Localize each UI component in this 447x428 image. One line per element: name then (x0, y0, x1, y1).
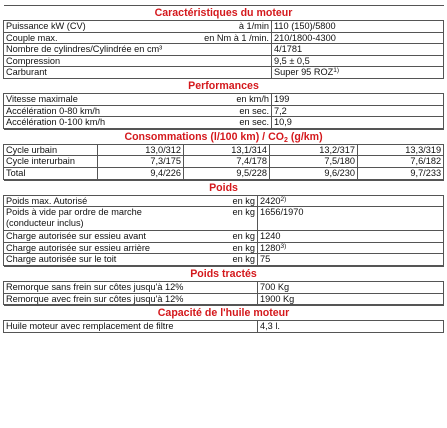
row-label: Poids max. Autorisé (4, 195, 194, 207)
table-row (4, 21, 444, 33)
row-unit (194, 67, 272, 79)
table-row (4, 156, 444, 168)
footnote-mark: 1) (333, 67, 340, 75)
row-label: Charge autorisée sur essieu avant (4, 231, 194, 243)
row-label: Accélération 0-80 km/h (4, 105, 194, 117)
table-row (4, 167, 444, 179)
row-label: Poids à vide par ordre de marche (conducteur inclus) (4, 207, 194, 231)
row-value-cell (258, 242, 444, 254)
row-unit: en sec. (194, 117, 272, 129)
title-subscript: 2 (283, 136, 288, 144)
row-unit: en km/h (194, 93, 272, 105)
table-row (4, 93, 444, 105)
row-unit: en kg (194, 254, 258, 266)
row-value: 75 (258, 254, 444, 266)
table-row (4, 254, 444, 266)
row-value: 4/1781 (272, 44, 444, 56)
consumption-table (3, 129, 444, 180)
engine-table (3, 5, 444, 129)
row-label: Vitesse maximale (4, 93, 194, 105)
row-label: Charge autorisée sur essieu arrière (4, 242, 194, 254)
row-value: 13,3/319 (358, 144, 444, 156)
row-value: 9,7/233 (358, 167, 444, 179)
table-row (4, 231, 444, 243)
row-value: 9,5/228 (184, 167, 270, 179)
table-row (4, 67, 444, 79)
engine-section-title: Caractéristiques du moteur (4, 6, 444, 21)
table-row (4, 117, 444, 129)
row-label: Remorque avec frein sur côtes jusqu'à 12% (4, 293, 258, 305)
row-label: Cycle urbain (4, 144, 98, 156)
row-value: Super 95 ROZ (274, 67, 334, 78)
row-unit (194, 55, 272, 67)
title-part: Consommations (l/100 km) / CO (124, 130, 284, 143)
table-row (4, 281, 444, 293)
row-label: Charge autorisée sur le toit (4, 254, 194, 266)
row-label: Nombre de cylindres/Cylindrée en cm³ (4, 44, 194, 56)
row-unit: en kg (194, 195, 258, 207)
table-row (4, 44, 444, 56)
row-value: 13,2/317 (270, 144, 358, 156)
row-value: 7,6/182 (358, 156, 444, 168)
towing-section-title: Poids tractés (4, 266, 444, 281)
footnote-mark: 3) (280, 242, 287, 250)
row-value: 7,2 (272, 105, 444, 117)
oil-table (3, 305, 444, 333)
row-label: Cycle interurbain (4, 156, 98, 168)
row-value: 1240 (258, 231, 444, 243)
row-value: 700 Kg (258, 281, 444, 293)
table-row (4, 55, 444, 67)
weight-section-title: Poids (4, 180, 444, 195)
weight-table (3, 180, 444, 266)
table-row (4, 321, 444, 333)
row-value: 1280 (260, 242, 281, 253)
row-label: Carburant (4, 67, 194, 79)
row-value-cell (272, 67, 444, 79)
consumption-section-title (4, 129, 444, 144)
spec-sheet (3, 5, 443, 333)
row-value: 210/1800-4300 (272, 32, 444, 44)
row-unit: en Nm à 1 /min. (194, 32, 272, 44)
row-label: Remorque sans frein sur côtes jusqu'à 12% (4, 281, 258, 293)
row-value: 9,5 ± 0,5 (272, 55, 444, 67)
row-label: Accélération 0-100 km/h (4, 117, 194, 129)
row-label: Couple max. (4, 32, 194, 44)
performance-section-title: Performances (4, 78, 444, 93)
row-value: 7,3/175 (98, 156, 184, 168)
table-row (4, 32, 444, 44)
row-value: 7,4/178 (184, 156, 270, 168)
row-unit: en kg (194, 231, 258, 243)
title-part: (g/km) (287, 130, 323, 143)
table-row (4, 195, 444, 207)
footnote-mark: 2) (280, 195, 287, 203)
row-unit: en sec. (194, 105, 272, 117)
oil-section-title: Capacité de l'huile moteur (4, 306, 444, 321)
row-value: 199 (272, 93, 444, 105)
table-row (4, 242, 444, 254)
row-value: 2420 (260, 195, 281, 206)
row-unit: en kg (194, 207, 258, 231)
row-value: 4,3 l. (258, 321, 444, 333)
row-value: 7,5/180 (270, 156, 358, 168)
row-value: 10,9 (272, 117, 444, 129)
table-row (4, 105, 444, 117)
row-value: 1900 Kg (258, 293, 444, 305)
row-value: 9,4/226 (98, 167, 184, 179)
row-value: 13,0/312 (98, 144, 184, 156)
row-unit (194, 44, 272, 56)
table-row (4, 144, 444, 156)
row-value: 1656/1970 (258, 207, 444, 231)
row-label: Huile moteur avec remplacement de filtre (4, 321, 258, 333)
row-value-cell (258, 195, 444, 207)
row-label: Compression (4, 55, 194, 67)
table-row (4, 293, 444, 305)
row-value: 13,1/314 (184, 144, 270, 156)
row-value: 110 (150)/5800 (272, 21, 444, 33)
table-row (4, 207, 444, 231)
towing-table (3, 266, 444, 305)
row-value: 9,6/230 (270, 167, 358, 179)
row-unit: à 1/min (194, 21, 272, 33)
row-unit: en kg (194, 242, 258, 254)
row-label: Total (4, 167, 98, 179)
row-label: Puissance kW (CV) (4, 21, 194, 33)
